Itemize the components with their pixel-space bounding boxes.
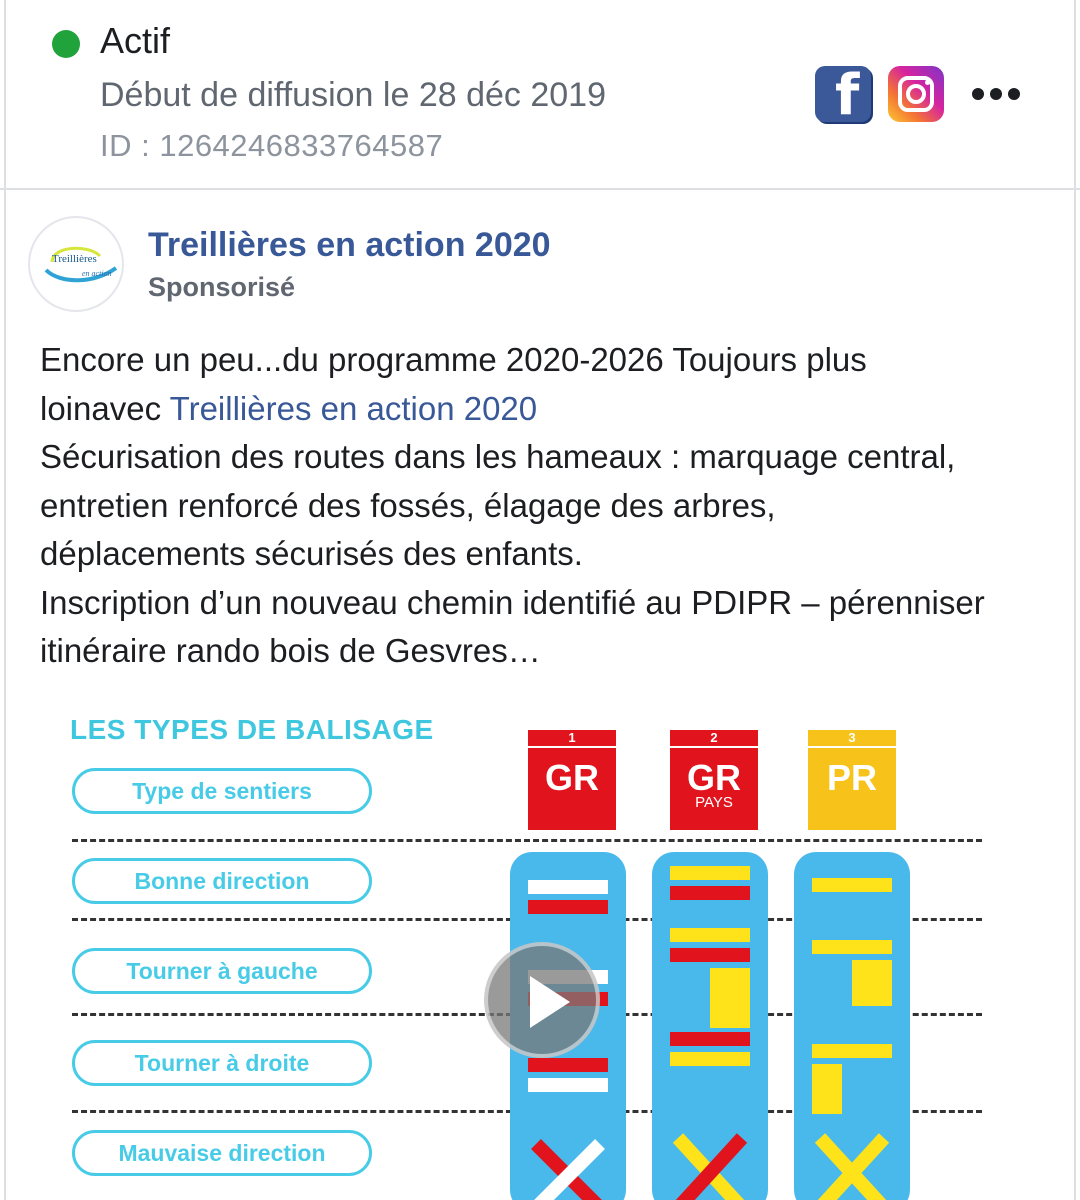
page-mention-link[interactable]: Treillières en action 2020 <box>169 389 538 427</box>
gr-badge: 1 GR <box>528 730 616 830</box>
row-label: Tourner à droite <box>72 1040 372 1086</box>
post-line: entretien renforcé des fossés, élagage des arbres, <box>40 486 776 524</box>
media-title: LES TYPES DE BALISAGE <box>70 714 434 745</box>
avatar-logo-icon <box>30 218 124 312</box>
page-avatar[interactable] <box>28 216 124 312</box>
post-body <box>40 336 1070 676</box>
svg-text:Treillières: Treillières <box>52 253 97 265</box>
facebook-icon: f <box>815 66 871 122</box>
sponsored-label: Sponsorisé <box>148 272 296 302</box>
video-media[interactable] <box>40 690 1070 1200</box>
divider <box>72 839 982 842</box>
row-label: Mauvaise direction <box>72 1130 372 1176</box>
wrong-direction-icon <box>670 1132 750 1200</box>
ad-id-text: ID : 1264246833764587 <box>100 128 444 163</box>
post-line: déplacements sécurisés des enfants. <box>40 535 583 572</box>
wrong-direction-icon <box>528 1138 608 1200</box>
play-icon[interactable] <box>484 942 600 1058</box>
wrong-direction-icon <box>812 1132 892 1200</box>
page-name-link[interactable]: Treillières en action 2020 <box>148 226 551 264</box>
instagram-icon <box>888 66 944 122</box>
post-line: loinavec Treillières en action 2020 <box>40 389 538 427</box>
post-line: itinéraire rando bois de Gesvres… <box>40 632 541 669</box>
start-date-text: Début de diffusion le 28 déc 2019 <box>100 76 606 114</box>
pr-badge: 3 PR <box>808 730 896 830</box>
gr-pays-marks-column <box>652 852 768 1200</box>
ad-status-header <box>0 0 1080 190</box>
active-status-dot-icon <box>52 30 80 58</box>
svg-text:en action: en action <box>82 269 112 278</box>
gr-pays-badge: 2 GR PAYS <box>670 730 758 830</box>
status-label: Actif <box>100 20 171 61</box>
row-label: Bonne direction <box>72 858 372 904</box>
post-line: Inscription d’un nouveau chemin identifié au PDIPR – pérenniser <box>40 583 985 621</box>
row-label: Tourner à gauche <box>72 948 372 994</box>
post-line: Sécurisation des routes dans les hameaux : marquage central, <box>40 438 956 475</box>
post-line: Encore un peu...du programme 2020-2026 Toujours plus <box>40 341 867 378</box>
row-label: Type de sentiers <box>72 768 372 814</box>
pr-marks-column <box>794 852 910 1200</box>
more-options-icon[interactable] <box>972 82 1028 106</box>
